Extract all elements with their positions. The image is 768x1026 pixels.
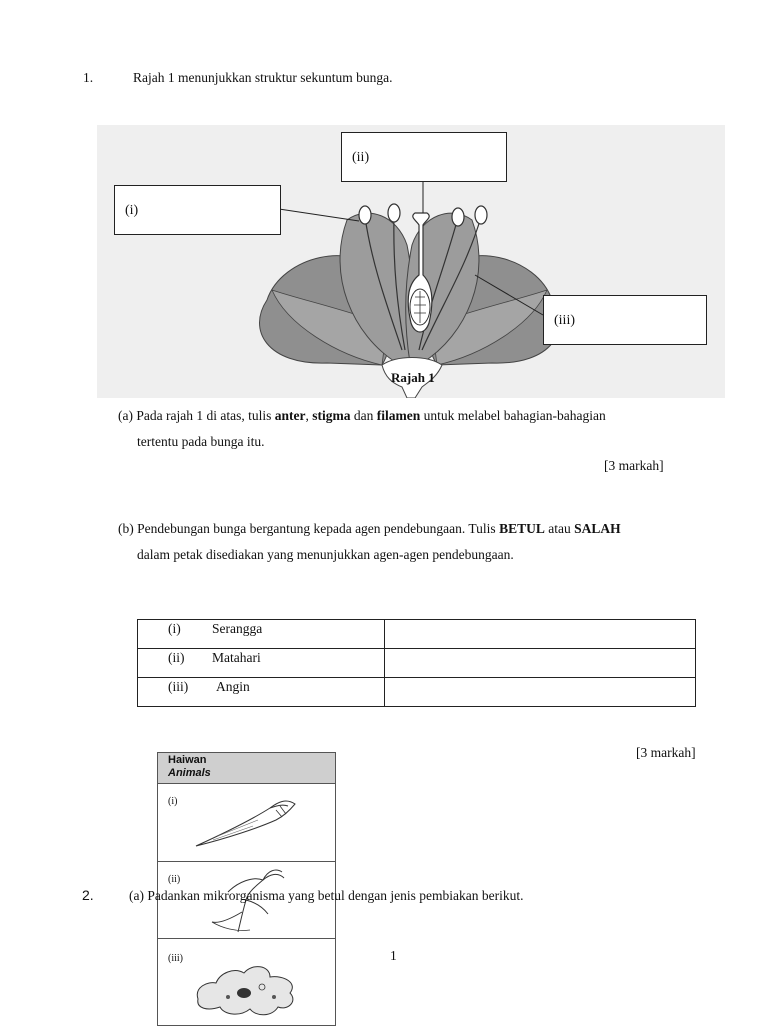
animal-row <box>158 784 335 862</box>
label-box-i-text: (i) <box>125 203 139 218</box>
row-number: (iii) <box>168 679 189 694</box>
part-b-marks: [3 markah] <box>636 745 696 760</box>
question-1-number: 1. <box>83 70 94 85</box>
label-box-iii[interactable] <box>543 295 707 345</box>
animal-row-number: (ii) <box>168 874 181 885</box>
label-box-iii-text: (iii) <box>554 313 575 328</box>
label-box-ii-text: (ii) <box>352 150 370 165</box>
label-box-ii[interactable] <box>341 132 507 182</box>
animals-table-subtitle: Animals <box>168 767 211 779</box>
answer-cell[interactable] <box>385 649 696 678</box>
question-2-part-a: (a) Padankan mikrorganisma yang betul dengan jenis pembiakan berikut. <box>129 888 524 903</box>
row-number: (i) <box>168 621 181 636</box>
answer-cell[interactable] <box>385 678 696 707</box>
pollination-agents-table <box>137 619 696 707</box>
table-row <box>138 620 696 649</box>
table-row <box>138 678 696 707</box>
part-b-line-1: (b) Pendebungan bunga bergantung kepada agen pendebungaan. Tulis BETUL atau SALAH <box>118 521 621 536</box>
part-b-line-2: dalam petak disediakan yang menunjukkan agen-agen pendebungaan. <box>137 547 514 562</box>
row-label: Serangga <box>212 621 263 636</box>
euglena-icon <box>158 784 335 861</box>
label-box-i[interactable] <box>114 185 281 235</box>
row-number: (ii) <box>168 650 185 665</box>
row-label: Angin <box>216 679 250 694</box>
animals-table-title: Haiwan <box>168 754 207 766</box>
animal-row <box>158 939 335 1025</box>
part-a-line-1: (a) Pada rajah 1 di atas, tulis anter, stigma dan filamen untuk melabel bahagian-bahagian <box>118 408 606 423</box>
part-a-line-2: tertentu pada bunga itu. <box>137 434 265 449</box>
question-2-number: 2. <box>82 887 94 903</box>
row-label: Matahari <box>212 650 261 665</box>
amoeba-icon <box>158 939 335 1025</box>
page-number: 1 <box>390 948 397 963</box>
answer-cell[interactable] <box>385 620 696 649</box>
diagram-caption: Rajah 1 <box>391 370 435 385</box>
flower-diagram <box>97 125 725 398</box>
animal-row-number: (i) <box>168 796 178 807</box>
table-row <box>138 649 696 678</box>
animal-row-number: (iii) <box>168 953 183 964</box>
part-a-marks: [3 markah] <box>604 458 664 473</box>
animals-table-header <box>158 753 335 784</box>
question-1-intro: Rajah 1 menunjukkan struktur sekuntum bunga. <box>133 70 393 85</box>
